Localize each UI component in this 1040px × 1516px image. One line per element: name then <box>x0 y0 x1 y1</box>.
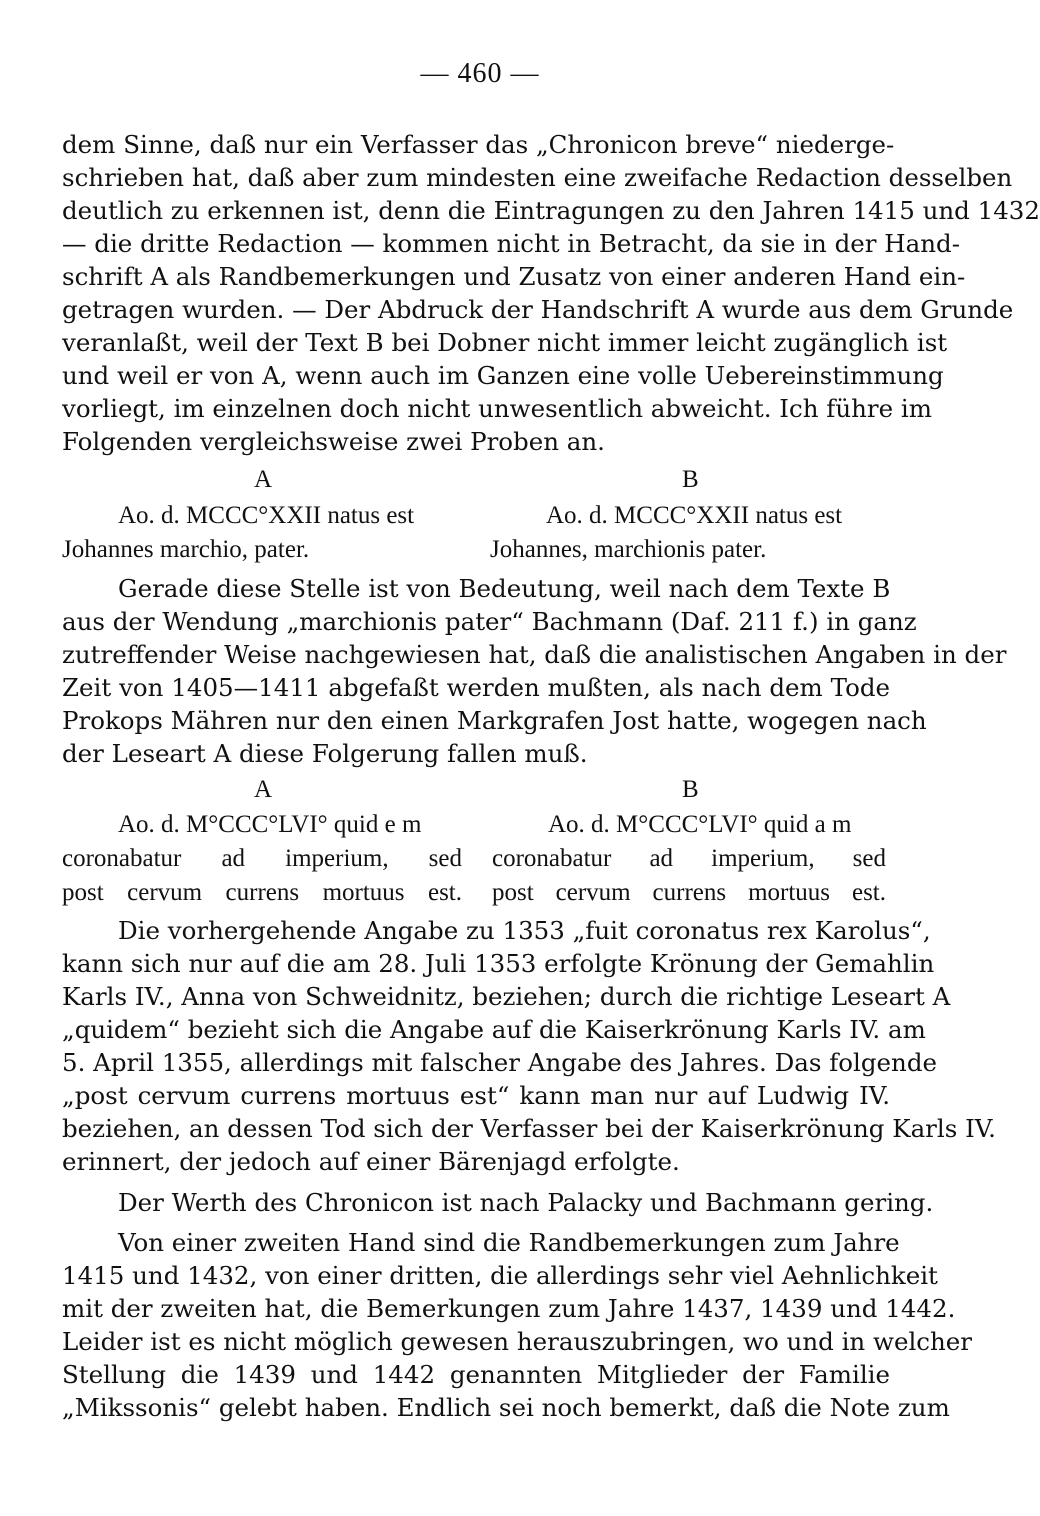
variant-label-a: A <box>254 466 273 493</box>
text-line: vorliegt, im einzelnen doch nicht unwesentlich abweicht. Ich führe im <box>62 394 932 423</box>
variant-line: Ao. d. M°CCC°LVI° quid a m <box>548 811 852 838</box>
variant-line: post cervum currens mortuus est. <box>62 879 462 906</box>
variant-line: coronabatur ad imperium, sed <box>62 845 462 872</box>
variant-line: coronabatur ad imperium, sed <box>492 845 886 872</box>
variant-line: Ao. d. M°CCC°LVI° quid e m <box>118 811 422 838</box>
text-line: Von einer zweiten Hand sind die Randbemerkungen zum Jahre <box>118 1228 900 1257</box>
text-line: „post cervum currens mortuus est“ kann man nur auf Ludwig IV. <box>62 1081 890 1110</box>
variant-b-text <box>548 808 851 842</box>
text-line: und weil er von A, wenn auch im Ganzen eine volle Uebereinstimmung <box>62 361 944 390</box>
text-line: 1415 und 1432, von einer dritten, die allerdings sehr viel Aehnlichkeit <box>62 1261 938 1290</box>
text-line: dem Sinne, daß nur ein Verfasser das „Chronicon breve“ niederge- <box>62 130 895 159</box>
text-line: Gerade diese Stelle ist von Bedeutung, weil nach dem Texte B <box>118 574 891 603</box>
paragraph-4 <box>62 1186 934 1219</box>
text-line: mit der zweiten hat, die Bemerkungen zum Jahre 1437, 1439 und 1442. <box>62 1294 956 1323</box>
text-line: veranlaßt, weil der Text B bei Dobner nicht immer leicht zugänglich ist <box>62 328 948 357</box>
text-line: kann sich nur auf die am 28. Juli 1353 erfolgte Krönung der Gemahlin <box>62 949 935 978</box>
text-line: 5. April 1355, allerdings mit falscher Angabe des Jahres. Das folgende <box>62 1048 938 1077</box>
variant-b-text-cont <box>490 533 766 567</box>
text-line: Prokops Mähren nur den einen Markgrafen Jost hatte, wogegen nach <box>62 706 927 735</box>
text-line: Folgenden vergleichsweise zwei Proben an. <box>62 427 605 456</box>
text-line: Der Werth des Chronicon ist nach Palacky und Bachmann gering. <box>118 1188 934 1217</box>
text-line: aus der Wendung „marchionis pater“ Bachmann (Daf. 211 f.) in ganz <box>62 607 917 636</box>
text-line: Zeit von 1405—1411 abgefaßt werden mußten, als nach dem Tode <box>62 673 890 702</box>
text-line: erinnert, der jedoch auf einer Bärenjagd erfolgte. <box>62 1147 680 1176</box>
text-line: Die vorhergehende Angabe zu 1353 „fuit coronatus rex Karolus“, <box>118 916 931 945</box>
text-line: Leider ist es nicht möglich gewesen herauszubringen, wo und in welcher <box>62 1327 972 1356</box>
variant-b-text <box>546 499 842 533</box>
variant-label-b: B <box>682 466 699 493</box>
variant-line: Johannes marchio, pater. <box>62 536 310 563</box>
variant-line: Ao. d. MCCC°XXII natus est <box>118 502 415 529</box>
variant-line: Ao. d. MCCC°XXII natus est <box>546 502 843 529</box>
text-line: „Mikssonis“ gelebt haben. Endlich sei noch bemerkt, daß die Note zum <box>62 1393 950 1422</box>
variant-label-b: B <box>682 776 699 803</box>
variant-a-text-cont <box>62 533 309 567</box>
text-line: schrieben hat, daß aber zum mindesten eine zweifache Redaction desselben <box>62 163 1013 192</box>
variant-a-text <box>118 499 414 533</box>
variant-label-a: A <box>254 776 273 803</box>
text-line: Karls IV., Anna von Schweidnitz, beziehen; durch die richtige Leseart A <box>62 982 951 1011</box>
paragraph-1 <box>62 128 1040 458</box>
text-line: deutlich zu erkennen ist, denn die Eintragungen zu den Jahren 1415 und 1432 <box>62 196 1040 225</box>
paragraph-5 <box>62 1226 972 1424</box>
variant-a-text-cont <box>62 842 462 910</box>
text-line: „quidem“ bezieht sich die Angabe auf die Kaiserkrönung Karls IV. am <box>62 1015 926 1044</box>
paragraph-3 <box>62 914 996 1178</box>
text-line: zutreffender Weise nachgewiesen hat, daß die analistischen Angaben in der <box>62 640 1007 669</box>
paragraph-2 <box>62 572 1007 770</box>
text-line: beziehen, an dessen Tod sich der Verfasser bei der Kaiserkrönung Karls IV. <box>62 1114 996 1143</box>
text-line: schrift A als Randbemerkungen und Zusatz von einer anderen Hand ein- <box>62 262 966 291</box>
variant-line: Johannes, marchionis pater. <box>490 536 767 563</box>
variant-b-text-cont <box>492 842 886 910</box>
variant-line: post cervum currens mortuus est. <box>492 879 886 906</box>
page-number: — 460 — <box>420 58 540 89</box>
variant-a-text <box>118 808 421 842</box>
text-line: getragen wurden. — Der Abdruck der Handschrift A wurde aus dem Grunde <box>62 295 1014 324</box>
text-line: — die dritte Redaction — kommen nicht in Betracht, da sie in der Hand- <box>62 229 960 258</box>
text-line: der Leseart A diese Folgerung fallen muß. <box>62 739 588 768</box>
text-line: Stellung die 1439 und 1442 genannten Mitglieder der Familie <box>62 1360 890 1389</box>
